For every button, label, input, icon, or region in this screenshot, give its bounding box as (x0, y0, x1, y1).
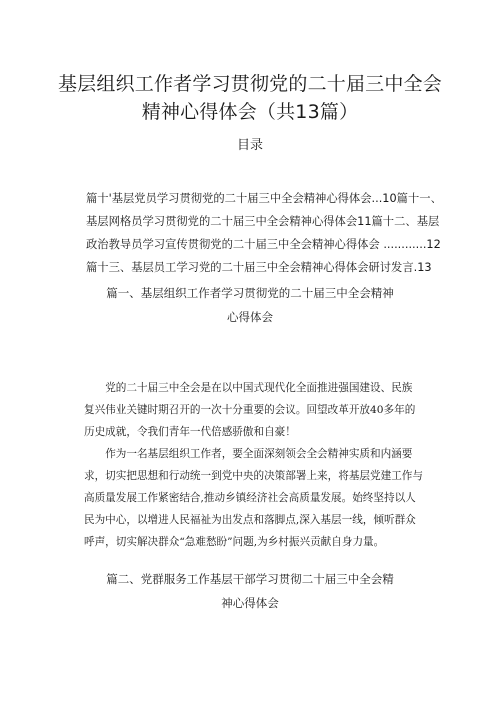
document-title-line-1: 基层组织工作者学习贯彻党的二十届三中全会 (57, 73, 442, 95)
toc-line[interactable]: 篇十'基层党员学习贯彻党的二十届三中全会精神心得体会...10篇十一、 (86, 192, 442, 205)
paragraph-line: 高质量发展工作紧密结合,推动乡镇经济社会高质量发展。始终坚持以人 (84, 492, 416, 504)
toc-heading: 目录 (236, 138, 263, 153)
section-1-title-line-1: 篇一、基层组织工作者学习贯彻党的二十届三中全会精神 (106, 286, 394, 300)
section-2-title-line-2: 神心得体会 (221, 596, 279, 610)
toc-line[interactable]: 政治教导员学习宣传贯彻党的二十届三中全会精神心得体会 ............12 (86, 238, 441, 251)
section-1-body (84, 377, 424, 553)
table-of-contents (86, 187, 442, 279)
paragraph-line: 历史成就，令我们青年一代倍感骄傲和自豪！ (84, 426, 296, 438)
paragraph-line: 求，切实把思想和行动统一到党中央的决策部署上来，将基层党建工作与 (84, 470, 423, 482)
paragraph-line: 民为中心，以增进人民福祉为出发点和落脚点,深入基层一线，倾听群众 (84, 514, 416, 526)
section-2-title-line-1: 篇二、党群服务工作基层干部学习贯彻二十届三中全会精 (106, 572, 394, 586)
document-title (40, 70, 460, 126)
section-1-title (40, 281, 460, 329)
section-2-title (40, 567, 460, 615)
section-1-title-line-2: 心得体会 (227, 310, 273, 324)
paragraph-line: 党的二十届三中全会是在以中国式现代化全面推进强国建设、民族 (105, 382, 413, 394)
toc-line[interactable]: 基层网格员学习贯彻党的二十届三中全会精神心得体会11篇十二、基层 (86, 215, 440, 228)
paragraph-line: 复兴伟业关键时期召开的一次十分重要的会议。回望改革开放40多年的 (84, 404, 416, 416)
document-title-line-2: 精神心得体会（共13篇） (141, 101, 359, 123)
toc-line[interactable]: 篇十三、基层员工学习党的二十届三中全会精神心得体会研讨发言.13 (86, 261, 432, 274)
paragraph-line: 作为一名基层组织工作者，要全面深刻领会全会精神实质和内涵要 (105, 448, 413, 460)
paragraph-line: 呼声，切实解决群众“急难愁盼”问题,为乡村振兴贡献自身力量。 (84, 536, 385, 548)
